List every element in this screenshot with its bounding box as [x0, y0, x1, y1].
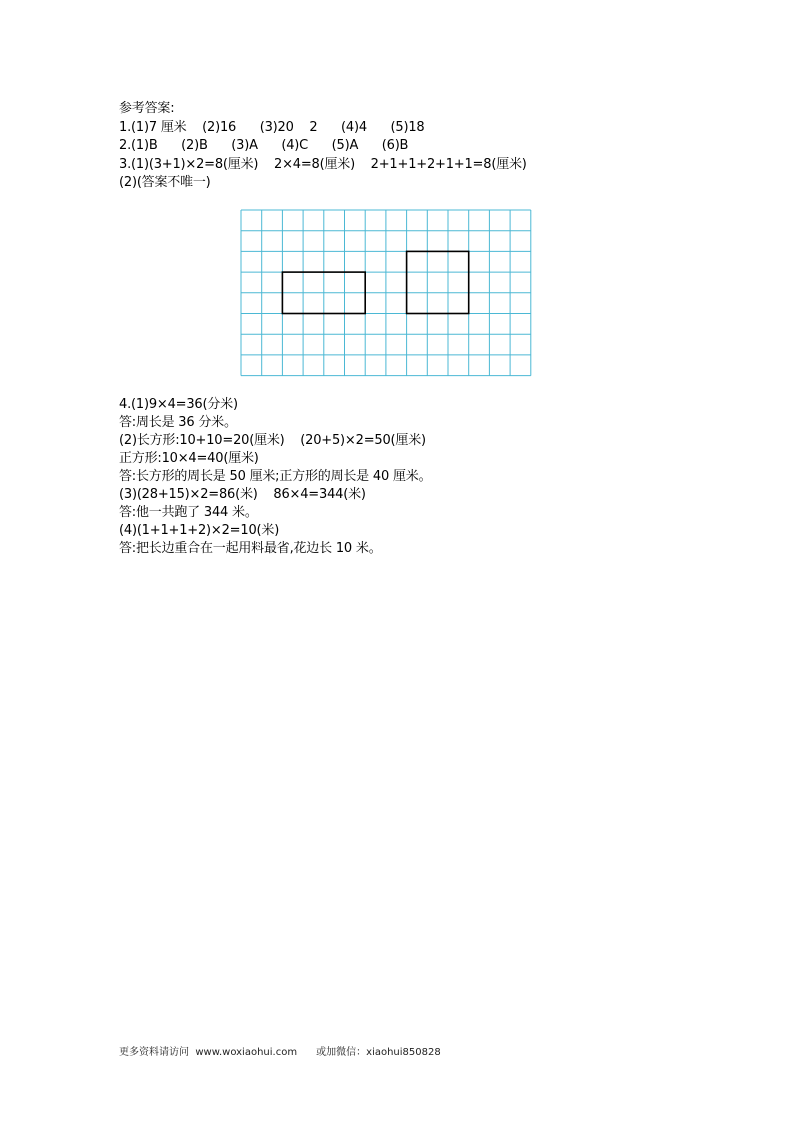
- answer-line-2: 2.(1)B (2)B (3)A (4)C (5)A (6)B: [119, 138, 409, 153]
- answer-line-3: 3.(1)(3+1)×2=8(厘米) 2×4=8(厘米) 2+1+1+2+1+1=8(厘米): [119, 157, 527, 172]
- answer-heading: 参考答案:: [119, 101, 175, 116]
- answer-line-4-1: 4.(1)9×4=36(分米): [119, 397, 238, 412]
- grid-lines: [241, 210, 531, 376]
- answer-line-4-4-answer: 答:把长边重合在一起用料最省,花边长 10 米。: [119, 541, 382, 556]
- grid-figure: [240, 209, 532, 379]
- answer-line-4-2: (2)长方形:10+10=20(厘米) (20+5)×2=50(厘米): [119, 433, 426, 448]
- answer-line-4-3: (3)(28+15)×2=86(米) 86×4=344(米): [119, 487, 366, 502]
- answer-line-4-2-square: 正方形:10×4=40(厘米): [119, 451, 259, 466]
- square-shape: [407, 251, 469, 313]
- answer-line-4-2-answer: 答:长方形的周长是 50 厘米;正方形的周长是 40 厘米。: [119, 469, 432, 484]
- answer-line-3-2: (2)(答案不唯一): [119, 175, 211, 190]
- answer-line-1: 1.(1)7 厘米 (2)16 (3)20 2 (4)4 (5)18: [119, 120, 425, 135]
- answer-line-4-1-answer: 答:周长是 36 分米。: [119, 415, 237, 430]
- footer-text: 更多资料请访问 www.woxiaohui.com 或加微信：xiaohui850828: [119, 1047, 441, 1058]
- answer-line-4-3-answer: 答:他一共跑了 344 米。: [119, 505, 258, 520]
- answer-line-4-4: (4)(1+1+1+2)×2=10(米): [119, 523, 280, 538]
